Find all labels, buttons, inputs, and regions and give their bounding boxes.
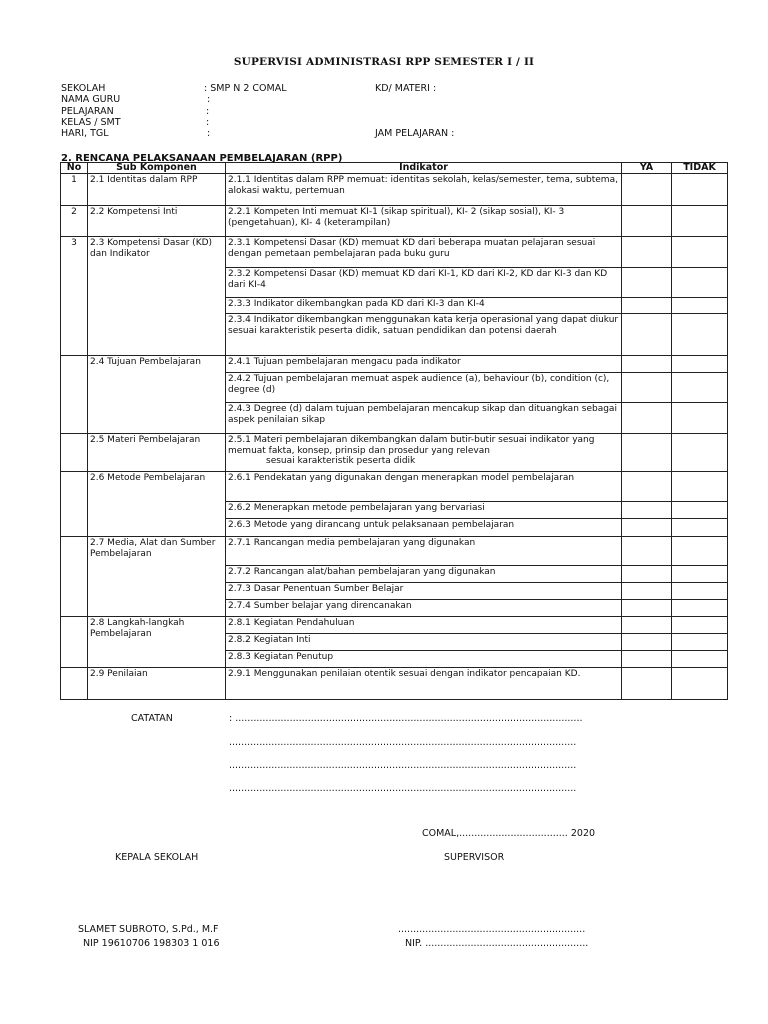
tidak-cell[interactable] [672, 268, 728, 298]
sub-komponen: 2.5 Materi Pembelajaran [88, 434, 226, 472]
tidak-cell[interactable] [672, 472, 728, 502]
ya-cell[interactable] [622, 472, 672, 502]
place-date: COMAL,.................................... 2020 [422, 828, 596, 839]
indikator: 2.7.1 Rancangan media pembelajaran yang digunakan [226, 537, 622, 566]
jam-label: JAM PELAJARAN : [375, 128, 455, 139]
catatan-line-4[interactable]: ................................................................................................................... [229, 783, 577, 794]
row-number-empty [61, 537, 88, 617]
tidak-cell[interactable] [672, 668, 728, 700]
sub-komponen: 2.8 Langkah-langkah Pembelajaran [88, 617, 226, 668]
nama-guru-colon: : [207, 94, 211, 105]
sub-komponen: 2.3 Kompetensi Dasar (KD) dan Indikator [88, 237, 226, 356]
indikator-text-cont: sesuai karakteristik peserta didik [266, 456, 416, 467]
indikator: 2.7.3 Dasar Penentuan Sumber Belajar [226, 583, 622, 600]
tidak-cell[interactable] [672, 566, 728, 583]
kepala-sekolah-label: KEPALA SEKOLAH [115, 852, 199, 863]
ya-cell[interactable] [622, 566, 672, 583]
ya-cell[interactable] [622, 651, 672, 668]
hari-colon: : [207, 128, 211, 139]
ya-cell[interactable] [622, 434, 672, 472]
supervisor-name-line[interactable]: .............................................................. [398, 924, 586, 935]
indikator: 2.3.4 Indikator dikembangkan menggunakan kata kerja operasional yang dapat diukur sesuai karakteristik peserta didik, satuan pendidikan dan potensi daerah [226, 314, 622, 356]
kd-materi-label: KD/ MATERI : [375, 83, 437, 94]
indikator: 2.3.3 Indikator dikembangkan pada KD dari KI-3 dan KI-4 [226, 298, 622, 314]
ya-cell[interactable] [622, 617, 672, 634]
row-number-empty [61, 434, 88, 472]
table-row [61, 472, 728, 502]
tidak-cell[interactable] [672, 314, 728, 356]
indikator: 2.3.2 Kompetensi Dasar (KD) memuat KD dari KI-1, KD dari KI-2, KD dar KI-3 dan KD dari KI-4 [226, 268, 622, 298]
indikator: 2.4.1 Tujuan pembelajaran mengacu pada indikator [226, 356, 622, 373]
ya-cell[interactable] [622, 583, 672, 600]
indikator: 2.9.1 Menggunakan penilaian otentik sesuai dengan indikator pencapaian KD. [226, 668, 622, 700]
ya-cell[interactable] [622, 174, 672, 206]
row-number-empty [61, 617, 88, 668]
indikator: 2.4.3 Degree (d) dalam tujuan pembelajaran mencakup sikap dan dituangkan sebagai aspek penilaian sikap [226, 403, 622, 434]
sekolah-value: : SMP N 2 COMAL [204, 83, 287, 94]
indikator: 2.6.3 Metode yang dirancang untuk pelaksanaan pembelajaran [226, 519, 622, 537]
kepala-sekolah-name: SLAMET SUBROTO, S.Pd., M.F [78, 924, 219, 935]
ya-cell[interactable] [622, 268, 672, 298]
catatan-line-1[interactable]: : ................................................................................................................... [229, 713, 583, 724]
col-indikator-header: Indikator [226, 163, 622, 174]
pelajaran-colon: : [206, 106, 210, 117]
ya-cell[interactable] [622, 373, 672, 403]
kepala-sekolah-nip: NIP 19610706 198303 1 016 [83, 938, 220, 949]
supervisor-nip-line[interactable]: NIP. ...................................................... [405, 938, 589, 949]
row-number: 2 [61, 206, 88, 237]
table-row [61, 668, 728, 700]
indikator: 2.2.1 Kompeten Inti memuat KI-1 (sikap spiritual), KI- 2 (sikap sosial), KI- 3 (pengetahuan), KI- 4 (keterampilan) [226, 206, 622, 237]
tidak-cell[interactable] [672, 237, 728, 268]
table-header-row [61, 163, 728, 174]
table-row [61, 356, 728, 373]
pelajaran-label: PELAJARAN [61, 106, 114, 117]
tidak-cell[interactable] [672, 356, 728, 373]
row-number: 3 [61, 237, 88, 356]
sub-komponen: 2.2 Kompetensi Inti [88, 206, 226, 237]
tidak-cell[interactable] [672, 206, 728, 237]
ya-cell[interactable] [622, 634, 672, 651]
col-tidak-header: TIDAK [672, 163, 728, 174]
row-number: 1 [61, 174, 88, 206]
tidak-cell[interactable] [672, 583, 728, 600]
kelas-label: KELAS / SMT [61, 117, 121, 128]
sub-komponen: 2.6 Metode Pembelajaran [88, 472, 226, 537]
ya-cell[interactable] [622, 356, 672, 373]
table-row [61, 237, 728, 268]
catatan-line-2[interactable]: ................................................................................................................... [229, 737, 577, 748]
tidak-cell[interactable] [672, 537, 728, 566]
tidak-cell[interactable] [672, 502, 728, 519]
nama-guru-label: NAMA GURU [61, 94, 121, 105]
indikator: 2.6.2 Menerapkan metode pembelajaran yang bervariasi [226, 502, 622, 519]
sub-komponen: 2.9 Penilaian [88, 668, 226, 700]
tidak-cell[interactable] [672, 600, 728, 617]
section-title: 2. RENCANA PELAKSANAAN PEMBELAJARAN (RPP) [61, 153, 343, 164]
ya-cell[interactable] [622, 237, 672, 268]
tidak-cell[interactable] [672, 298, 728, 314]
ya-cell[interactable] [622, 314, 672, 356]
sub-komponen: 2.7 Media, Alat dan Sumber Pembelajaran [88, 537, 226, 617]
tidak-cell[interactable] [672, 373, 728, 403]
catatan-label: CATATAN [131, 713, 173, 724]
indikator: 2.4.2 Tujuan pembelajaran memuat aspek audience (a), behaviour (b), condition (c), degree (d) [226, 373, 622, 403]
tidak-cell[interactable] [672, 174, 728, 206]
sub-komponen: 2.1 Identitas dalam RPP [88, 174, 226, 206]
indikator: 2.6.1 Pendekatan yang digunakan dengan menerapkan model pembelajaran [226, 472, 622, 502]
indikator: 2.8.1 Kegiatan Pendahuluan [226, 617, 622, 634]
indikator [226, 434, 622, 472]
sekolah-label: SEKOLAH [61, 83, 106, 94]
supervisor-label: SUPERVISOR [444, 852, 505, 863]
table-row [61, 434, 728, 472]
tidak-cell[interactable] [672, 651, 728, 668]
indikator: 2.8.3 Kegiatan Penutup [226, 651, 622, 668]
catatan-line-3[interactable]: ................................................................................................................... [229, 760, 577, 771]
indikator: 2.3.1 Kompetensi Dasar (KD) memuat KD dari beberapa muatan pelajaran sesuai dengan pemetaan pembelajaran pada buku guru [226, 237, 622, 268]
indikator: 2.7.4 Sumber belajar yang direncanakan [226, 600, 622, 617]
row-number-empty [61, 668, 88, 700]
ya-cell[interactable] [622, 502, 672, 519]
row-number-empty [61, 356, 88, 434]
ya-cell[interactable] [622, 403, 672, 434]
ya-cell[interactable] [622, 298, 672, 314]
col-ya-header: YA [622, 163, 672, 174]
table-row [61, 537, 728, 566]
tidak-cell[interactable] [672, 634, 728, 651]
hari-label: HARI, TGL [61, 128, 109, 139]
ya-cell[interactable] [622, 537, 672, 566]
rpp-table [60, 162, 728, 700]
col-no-header: No [61, 163, 88, 174]
ya-cell[interactable] [622, 206, 672, 237]
tidak-cell[interactable] [672, 519, 728, 537]
table-row [61, 174, 728, 206]
indikator: 2.7.2 Rancangan alat/bahan pembelajaran yang digunakan [226, 566, 622, 583]
sub-komponen: 2.4 Tujuan Pembelajaran [88, 356, 226, 434]
tidak-cell[interactable] [672, 434, 728, 472]
ya-cell[interactable] [622, 519, 672, 537]
row-number-empty [61, 472, 88, 537]
indikator: 2.1.1 Identitas dalam RPP memuat: identitas sekolah, kelas/semester, tema, subtema, alokasi waktu, pertemuan [226, 174, 622, 206]
table-row [61, 617, 728, 634]
page-title: SUPERVISI ADMINISTRASI RPP SEMESTER I / II [233, 56, 535, 68]
tidak-cell[interactable] [672, 617, 728, 634]
kelas-colon: : [206, 117, 210, 128]
ya-cell[interactable] [622, 668, 672, 700]
table-row [61, 206, 728, 237]
tidak-cell[interactable] [672, 403, 728, 434]
indikator: 2.8.2 Kegiatan Inti [226, 634, 622, 651]
col-sub-header: Sub Komponen [88, 163, 226, 174]
ya-cell[interactable] [622, 600, 672, 617]
indikator-text: 2.5.1 Materi pembelajaran dikembangkan dalam butir-butir sesuai indikator yang memuat fakta, konsep, prinsip dan prosedur yang relevan [228, 435, 595, 456]
